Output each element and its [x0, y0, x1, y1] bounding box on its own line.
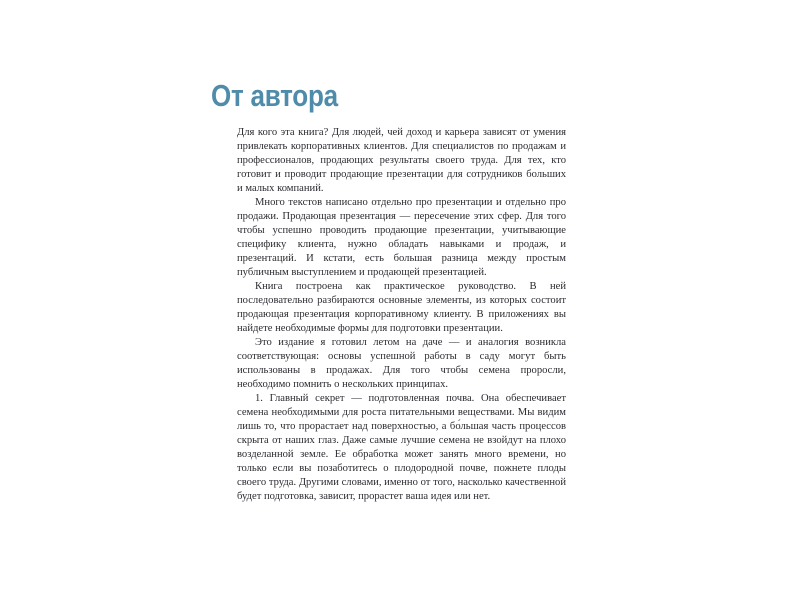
body-text — [237, 126, 566, 504]
paragraph: Много текстов написано отдельно про презентации и отдельно про продажи. Продающая презентация — пересечение этих сфер. Для того чтобы успешно проводить продающие презентации, учитывающие специфику клиента, нужно обладать навыками и продаж, и презентаций. И кстати, есть большая разница между простым публичным выступлением и продающей презентацией. — [237, 197, 566, 278]
chapter-title: От автора — [211, 78, 338, 113]
paragraph: 1. Главный секрет — подготовленная почва. Она обеспечивает семена необходимыми для роста питательными веществами. Мы видим лишь то, что прорастает над поверхностью, а бо́льшая часть процессов скрыта от наших глаз. Даже самые лучшие семена не взойдут на плохо возделанной земле. Ее обработка может занять много времени, но только если вы позаботитесь о плодородной почве, пожнете плоды своего труда. Другими словами, именно от того, насколько качественной будет подготовка, зависит, прорастет ваша идея или нет. — [237, 393, 566, 502]
paragraph: Это издание я готовил летом на даче — и аналогия возникла соответствующая: основы успешной работы в саду могут быть использованы в продажах. Для того чтобы семена проросли, необходимо помнить о нескольких принципах. — [237, 337, 566, 390]
paragraph: Для кого эта книга? Для людей, чей доход и карьера зависят от умения привлекать корпоративных клиентов. Для специалистов по продажам и профессионалов, продающих результаты своего труда. Для тех, кто готовит и проводит продающие презентации для сотрудников больших и малых компаний. — [237, 127, 566, 194]
paragraph: Книга построена как практическое руководство. В ней последовательно разбираются основные элементы, из которых состоит продающая презентация корпоративному клиенту. В приложениях вы найдете необходимые формы для подготовки презентации. — [237, 281, 566, 334]
